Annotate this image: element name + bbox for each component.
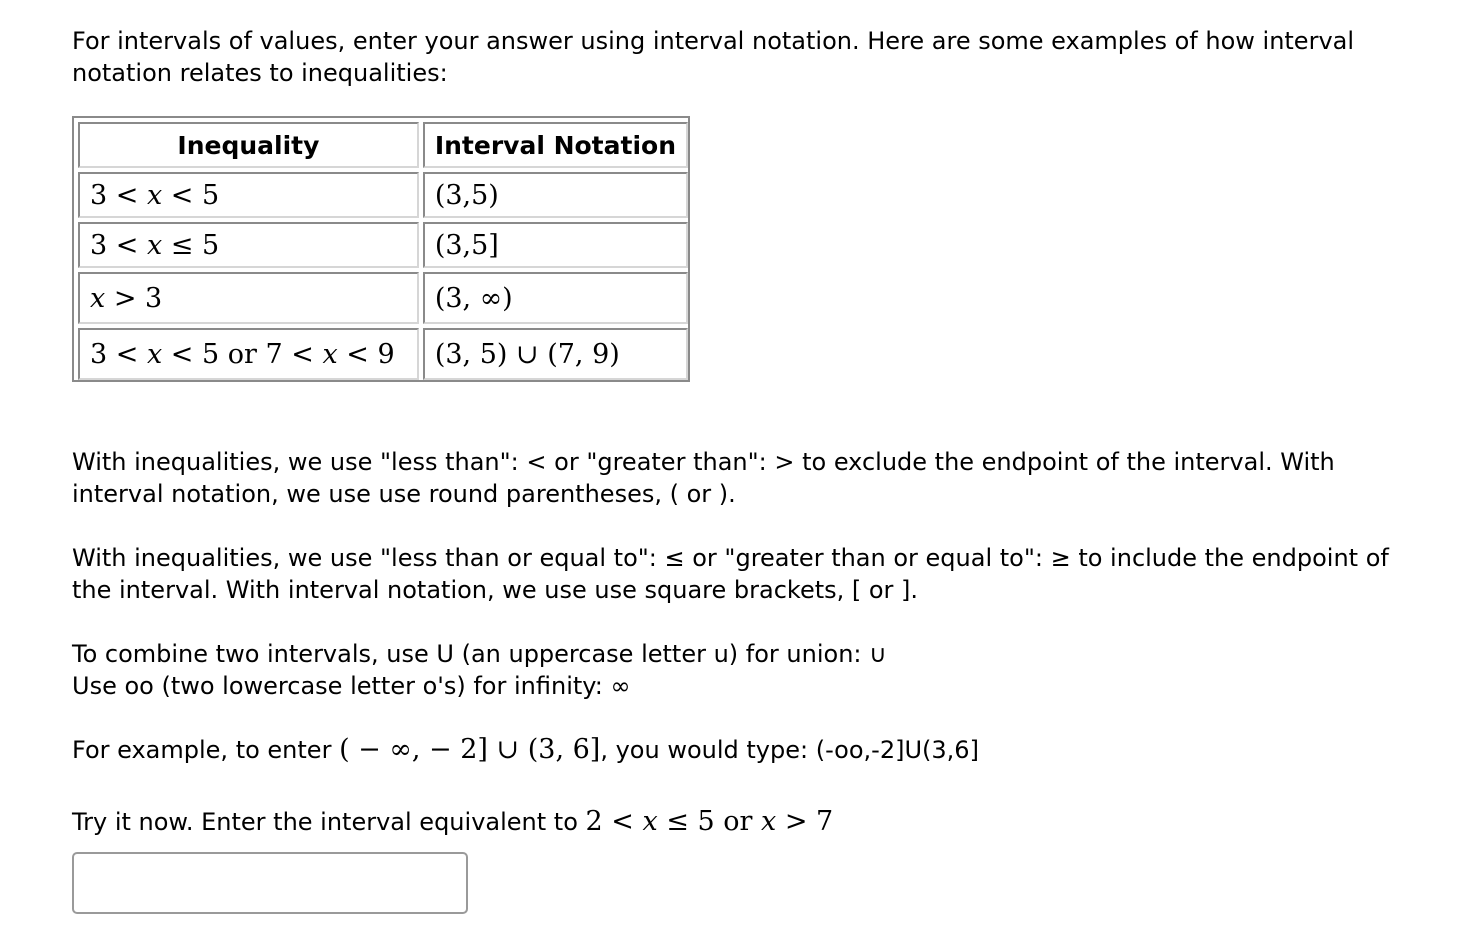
inequality-cell: x > 3	[78, 272, 419, 324]
inequality-cell: 3 < x < 5	[78, 172, 419, 218]
table-row	[78, 272, 688, 324]
table-row	[78, 328, 688, 380]
table-row	[78, 172, 688, 218]
example-text	[72, 734, 979, 766]
table-body	[78, 172, 688, 380]
inequality-cell: 3 < x < 5 or 7 < x < 9	[78, 328, 419, 380]
intro-line-2: notation relates to inequalities:	[72, 59, 448, 87]
example-math: ( − ∞, − 2] ∪ (3, 6]	[339, 734, 601, 765]
interval-cell: (3,5)	[423, 172, 688, 218]
exclude-endpoint-text	[72, 446, 1335, 510]
header-inequality: Inequality	[78, 122, 419, 168]
exclude-line-2: interval notation, we use use round parentheses, ( or ).	[72, 480, 736, 508]
inequality-cell: 3 < x ≤ 5	[78, 222, 419, 268]
include-endpoint-text	[72, 542, 1389, 606]
union-infinity-text	[72, 638, 887, 702]
example-suffix: , you would type: (-oo,-2]U(3,6]	[600, 736, 979, 764]
header-interval-notation: Interval Notation	[423, 122, 688, 168]
union-line: To combine two intervals, use U (an uppercase letter u) for union: ∪	[72, 640, 887, 668]
interval-cell: (3,5]	[423, 222, 688, 268]
example-prefix: For example, to enter	[72, 736, 340, 764]
exclude-line-1: With inequalities, we use "less than": < or "greater than": > to exclude the endpoint of the interval. With	[72, 448, 1335, 476]
answer-input[interactable]	[72, 852, 468, 914]
interval-cell: (3, 5) ∪ (7, 9)	[423, 328, 688, 380]
include-line-2: the interval. With interval notation, we use use square brackets, [ or ].	[72, 576, 919, 604]
table-row	[78, 222, 688, 268]
table-header-row	[78, 122, 688, 168]
infinity-line: Use oo (two lowercase letter o's) for infinity: ∞	[72, 672, 631, 700]
include-line-1: With inequalities, we use "less than or equal to": ≤ or "greater than or equal to": ≥ to include the endpoint of	[72, 544, 1389, 572]
try-it-text	[72, 806, 833, 838]
try-prefix: Try it now. Enter the interval equivalent to	[72, 808, 586, 836]
intro-line-1: For intervals of values, enter your answer using interval notation. Here are some examples of how interval	[72, 27, 1355, 55]
try-math: 2 < x ≤ 5 or x > 7	[585, 806, 834, 837]
interval-cell: (3, ∞)	[423, 272, 688, 324]
examples-table	[72, 116, 690, 382]
intro-text	[72, 25, 1354, 89]
